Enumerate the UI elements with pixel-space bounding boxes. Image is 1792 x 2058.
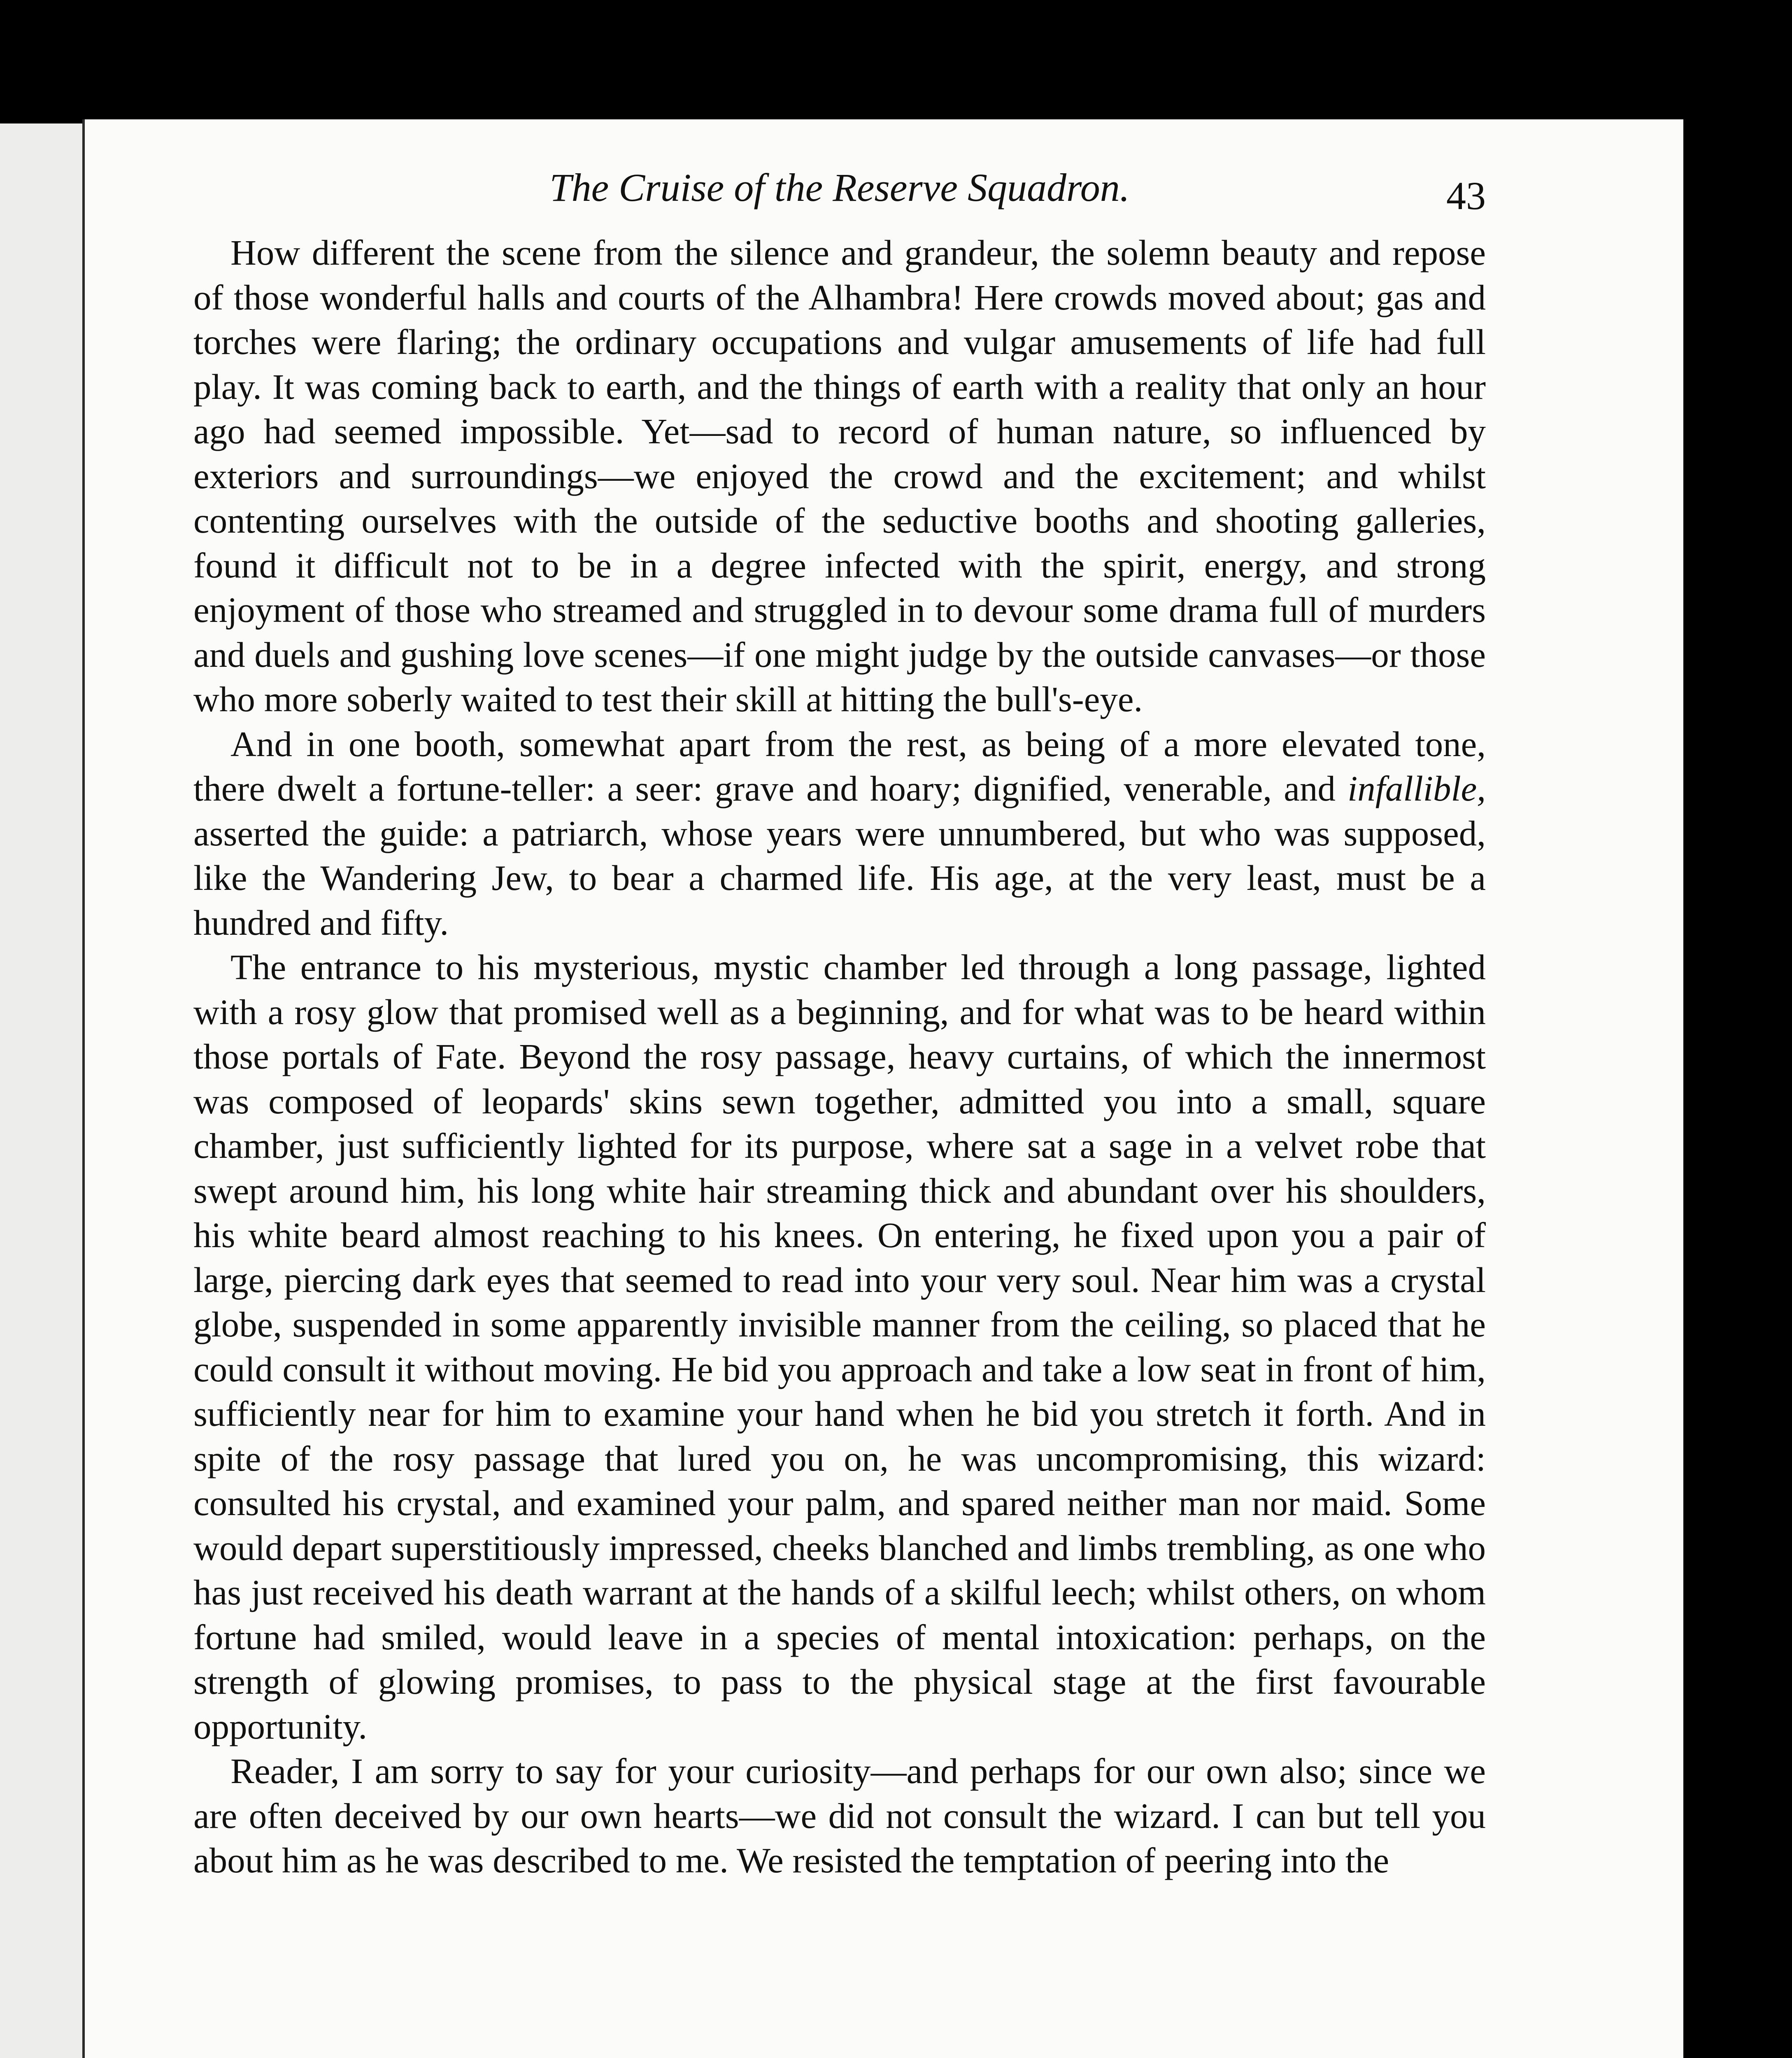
paragraph-text: Reader, I am sorry to say for your curiosity—and perhaps for our own also; since we are often deceived by our own hearts—we did not consult the wizard. I can but tell you about him as he was described to me. We resisted the temptation of peering into the — [193, 1751, 1486, 1880]
page-number: 43 — [1446, 174, 1486, 218]
paragraph-text: The entrance to his mysterious, mystic chamber led through a long passage, lighted with a rosy glow that promised well as a beginning, and for what was to be heard within those portals of Fate. Beyond the rosy passage, heavy curtains, of which the innermost was composed of leopards' skins sewn together, admitted you into a small, square chamber, just sufficiently lighted for its purpose, where sat a sage in a velvet robe that swept around him, his long white hair streaming thick and abundant over his shoulders, his white beard almost reaching to his knees. On entering, he fixed upon you a pair of large, piercing dark eyes that seemed to read into your very soul. Near him was a crystal globe, suspended in some apparently invisible manner from the ceiling, so placed that he could consult it without moving. He bid you approach and take a low seat in front of him, sufficiently near for him to examine your hand when he bid you stretch it forth. And in spite of the rosy passage that lured you on, he was uncompromising, this wizard: consulted his crystal, and examined your palm, and spared neither man nor maid. Some would depart superstitiously impressed, cheeks blanched and limbs trembling, as one who has just received his death warrant at the hands of a skilful leech; whilst others, on whom fortune had smiled, would leave in a species of mental intoxication: perhaps, on the strength of glowing promises, to pass to the physical stage at the first favourable opportunity. — [193, 947, 1486, 1746]
running-head — [193, 165, 1486, 218]
running-title: The Cruise of the Reserve Squadron. — [549, 165, 1130, 210]
paragraph-text-continued: asserted the guide: a patriarch, whose years were unnumbered, but who was supposed, like the Wandering Jew, to bear a charmed life. His age, at the very least, must be a hundred and fifty. — [193, 813, 1486, 943]
paragraph — [193, 945, 1486, 1749]
paragraph — [193, 230, 1486, 722]
body-text — [193, 230, 1486, 1883]
italic-emphasis: infallible, — [1347, 768, 1486, 808]
paragraph-text: How different the scene from the silence and grandeur, the solemn beauty and repose of those wonderful halls and courts of the Alhambra! Here crowds moved about; gas and torches were flaring; the ordinary occupations and vulgar amusements of life had full play. It was coming back to earth, and the things of earth with a reality that only an hour ago had seemed impossible. Yet—sad to record of human nature, so influenced by exteriors and surroundings—we enjoyed the crowd and the excitement; and whilst contenting ourselves with the outside of the seductive booths and shooting galleries, found it difficult not to be in a degree infected with the spirit, energy, and strong enjoyment of those who streamed and struggled in to devour some drama full of murders and duels and gushing love scenes—if one might judge by the outside canvases—or those who more soberly waited to test their skill at hitting the bull's-eye. — [193, 233, 1486, 719]
paragraph-text: And in one booth, somewhat apart from the rest, as being of a more elevated tone, there dwelt a fortune-teller: a seer: grave and hoary; dignified, venerable, and — [193, 724, 1486, 808]
paragraph — [193, 1749, 1486, 1883]
paragraph — [193, 722, 1486, 945]
left-page-edge — [0, 123, 82, 2058]
